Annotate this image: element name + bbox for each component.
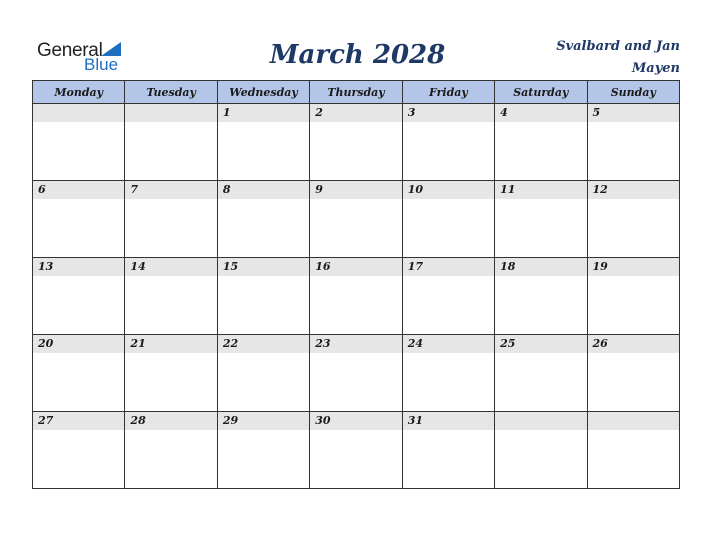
day-number-bar xyxy=(33,181,124,199)
day-number: 17 xyxy=(407,260,423,273)
day-number: 16 xyxy=(315,260,331,273)
logo-flag-icon xyxy=(101,42,121,56)
day-number-bar xyxy=(403,104,494,122)
day-number: 25 xyxy=(500,337,516,350)
day-cell xyxy=(587,181,679,258)
day-number-bar xyxy=(310,104,401,122)
weekday-saturday: Saturday xyxy=(495,81,587,104)
day-number: 11 xyxy=(500,183,516,196)
logo-general-text: General xyxy=(37,40,103,61)
day-number: 27 xyxy=(38,414,54,427)
day-number: 10 xyxy=(407,183,423,196)
day-number: 7 xyxy=(130,183,139,196)
day-number-bar xyxy=(218,258,309,276)
day-number-bar xyxy=(495,412,586,430)
day-cell xyxy=(125,335,217,412)
day-number: 8 xyxy=(222,183,231,196)
day-cell xyxy=(495,181,587,258)
week-row xyxy=(33,258,680,335)
day-cell xyxy=(587,104,679,181)
day-number: 30 xyxy=(315,414,331,427)
day-number: 28 xyxy=(130,414,146,427)
day-number-bar xyxy=(125,258,216,276)
day-number-bar xyxy=(588,412,679,430)
logo-blue-text: Blue xyxy=(84,55,119,74)
day-cell xyxy=(402,104,494,181)
day-cell xyxy=(33,335,125,412)
day-cell xyxy=(125,258,217,335)
day-cell xyxy=(587,258,679,335)
day-number-bar xyxy=(125,412,216,430)
day-number-bar xyxy=(125,181,216,199)
day-number-bar xyxy=(310,412,401,430)
day-number-bar xyxy=(588,181,679,199)
day-cell xyxy=(402,258,494,335)
day-number: 4 xyxy=(500,106,508,119)
day-number-bar xyxy=(310,335,401,353)
day-number-bar xyxy=(125,335,216,353)
day-number: 2 xyxy=(315,106,323,119)
day-number: 24 xyxy=(407,337,423,350)
day-number: 29 xyxy=(222,414,239,427)
day-cell xyxy=(217,181,309,258)
day-number: 1 xyxy=(222,106,231,119)
day-number-bar xyxy=(218,181,309,199)
day-number-bar xyxy=(33,412,124,430)
day-cell xyxy=(402,412,494,489)
day-cell xyxy=(310,335,402,412)
page-title: March 2028 xyxy=(269,40,446,70)
day-cell xyxy=(402,181,494,258)
weekday-thursday: Thursday xyxy=(310,81,402,104)
day-number: 14 xyxy=(130,260,146,273)
day-number: 23 xyxy=(315,337,331,350)
weekday-header-row xyxy=(33,81,680,104)
day-cell xyxy=(402,335,494,412)
weekday-monday: Monday xyxy=(33,81,125,104)
day-cell xyxy=(217,258,309,335)
day-cell xyxy=(310,181,402,258)
day-number: 18 xyxy=(500,260,516,273)
day-number: 21 xyxy=(130,337,146,350)
weekday-tuesday: Tuesday xyxy=(125,81,217,104)
day-number-bar xyxy=(403,258,494,276)
day-number-bar xyxy=(588,335,679,353)
day-number-bar xyxy=(218,412,309,430)
day-number: 20 xyxy=(38,337,54,350)
day-cell xyxy=(217,104,309,181)
day-number-bar xyxy=(33,335,124,353)
week-row xyxy=(33,104,680,181)
day-number-bar xyxy=(495,258,586,276)
day-cell xyxy=(495,258,587,335)
day-cell xyxy=(495,104,587,181)
generalblue-logo xyxy=(37,40,137,74)
day-number: 26 xyxy=(592,337,608,350)
day-number-bar xyxy=(403,181,494,199)
day-cell xyxy=(33,104,125,181)
day-cell xyxy=(125,104,217,181)
day-number: 5 xyxy=(592,106,601,119)
day-cell xyxy=(217,412,309,489)
day-cell xyxy=(125,412,217,489)
day-number-bar xyxy=(218,335,309,353)
day-number: 15 xyxy=(222,260,239,273)
day-number-bar xyxy=(588,104,679,122)
day-number-bar xyxy=(495,335,586,353)
day-cell xyxy=(217,335,309,412)
day-cell xyxy=(587,335,679,412)
day-number: 19 xyxy=(592,260,608,273)
day-cell xyxy=(33,258,125,335)
day-number-bar xyxy=(33,258,124,276)
day-number: 22 xyxy=(222,337,239,350)
day-number-bar xyxy=(310,258,401,276)
week-row xyxy=(33,335,680,412)
day-number: 3 xyxy=(407,106,416,119)
day-number: 9 xyxy=(315,183,323,196)
day-number: 31 xyxy=(407,414,423,427)
day-number-bar xyxy=(588,258,679,276)
day-number-bar xyxy=(495,104,586,122)
day-number-bar xyxy=(495,181,586,199)
calendar-grid xyxy=(32,80,680,489)
day-number-bar xyxy=(403,335,494,353)
week-row xyxy=(33,181,680,258)
day-number-bar xyxy=(218,104,309,122)
day-cell xyxy=(495,335,587,412)
calendar-body xyxy=(33,104,680,489)
day-cell xyxy=(33,181,125,258)
region-name: Svalbard and Jan Mayen xyxy=(556,39,680,76)
day-number: 6 xyxy=(38,183,46,196)
weekday-sunday: Sunday xyxy=(587,81,679,104)
day-number: 13 xyxy=(38,260,54,273)
day-number: 12 xyxy=(592,183,608,196)
day-number-bar xyxy=(310,181,401,199)
day-number-bar xyxy=(33,104,124,122)
day-cell xyxy=(495,412,587,489)
week-row xyxy=(33,412,680,489)
day-cell xyxy=(310,104,402,181)
day-cell xyxy=(33,412,125,489)
day-number-bar xyxy=(125,104,216,122)
day-cell xyxy=(310,412,402,489)
day-cell xyxy=(587,412,679,489)
day-number-bar xyxy=(403,412,494,430)
weekday-friday: Friday xyxy=(402,81,494,104)
weekday-wednesday: Wednesday xyxy=(217,81,309,104)
day-cell xyxy=(310,258,402,335)
day-cell xyxy=(125,181,217,258)
